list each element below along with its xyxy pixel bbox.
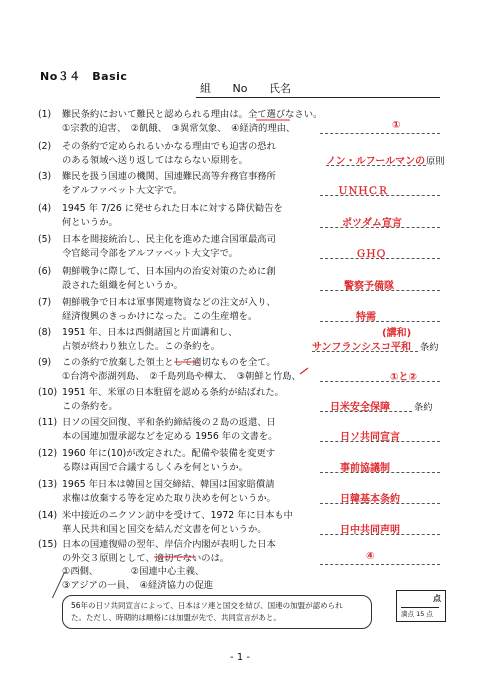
question-number: (13): [38, 479, 58, 490]
number-label: No: [232, 82, 248, 95]
question-line: その条約で定められるいかなる理由でも迫害の恐れ: [62, 141, 276, 152]
class-label: 組: [200, 82, 211, 95]
question-line: 朝鮮戦争に際して、日本国内の治安対策のために創: [62, 266, 276, 277]
question-line: 本の国連加盟承認などを定める 1956 年の文書を。: [62, 430, 278, 442]
handwritten-answer: ポツダム宣言: [342, 218, 402, 229]
question-number: (5): [38, 234, 52, 245]
handwritten-answer: 日中共同声明: [340, 525, 400, 536]
cross-mark: [300, 368, 308, 374]
question-line: 華人民共和国と国交を結んだ文書を何というか。: [62, 523, 267, 535]
question-number: (2): [38, 141, 52, 152]
handwritten-answer: 特需: [356, 312, 376, 323]
question-line: 1945 年 7/26 に発せられた日本に対する降伏勧告を: [62, 203, 283, 214]
question-number: (4): [38, 203, 52, 214]
question-number: (14): [38, 510, 58, 521]
question-number: (15): [38, 539, 58, 550]
question-line: をアルファベット大文字で。: [62, 184, 183, 196]
question-number: (11): [38, 417, 58, 428]
question-number: (10): [38, 387, 58, 398]
question-line: 1965 年日本は韓国と国交締結、韓国は国家賠償請: [62, 479, 275, 490]
handwritten-answer: ノン・ルフールマンの: [326, 156, 426, 167]
question-line: 経済復興のきっかけになった。この生産増を。: [62, 310, 258, 322]
question-line: 令官総司令部をアルファベット大文字で。: [62, 247, 238, 259]
handwritten-answer: ①と②: [390, 372, 417, 383]
answer-suffix: 原則: [426, 156, 445, 167]
question-line: この条約を。: [62, 400, 118, 412]
question-line: 難民を扱う国連の機関、国連難民高等弁務官事務所: [62, 171, 276, 182]
question-number: (1): [38, 109, 52, 120]
question-line: 占領が終わり独立した。この条約を。: [62, 340, 221, 352]
page-number: - 1 -: [230, 652, 250, 663]
question-number: (7): [38, 297, 52, 308]
question-line: 1951 年、日本は西側諸国と片面講和し、: [62, 327, 238, 338]
handwritten-answer: ①: [392, 120, 401, 131]
full-score: 満点 15 点: [401, 607, 439, 618]
note-line: 56年の日ソ共同宣言によって、日本はソ連と国交を結び、国連の加盟が認められ: [71, 601, 343, 610]
answer-suffix: 条約: [420, 342, 439, 353]
worksheet-code: No３４ Basic: [40, 70, 128, 83]
handwritten-answer: 事前協議制: [340, 463, 390, 474]
handwritten-answer: 日韓基本条約: [340, 494, 400, 505]
question-number: (9): [38, 357, 52, 368]
question-line: 何というか。: [62, 216, 118, 228]
score-box: [396, 590, 446, 622]
question-line: る際は両国で合議するしくみを何というか。: [62, 461, 248, 473]
question-line: の外交３原則として、適切でないのは。: [62, 552, 230, 564]
question-line: 1951 年、米軍の日本駐留を認める条約が結ばれた。: [62, 387, 284, 398]
question-line: 朝鮮戦争で日本は軍事関連物資などの注文が入り、: [62, 297, 276, 308]
question-line: この条約で放棄した領土として適切なものを全て。: [62, 357, 276, 368]
question-line: 米中接近のニクソン訪中を受けて、1972 年に日本も中: [62, 510, 293, 521]
handwritten-answer: 日米安全保障: [330, 402, 390, 413]
question-line: 1960 年に(10)が改定された。配備や装備を変更す: [62, 448, 276, 459]
question-line: 難民条約において難民と認められる理由は。全て選びなさい。: [62, 109, 323, 120]
handwritten-answer: ④: [366, 551, 375, 562]
question-line: ①台湾や澎湖列島、 ②千島列島や樺太、 ③朝鮮と竹島、: [62, 370, 301, 382]
question-line: ③アジアの一員、 ④経済協力の促進: [62, 579, 214, 591]
question-line: 求権は放棄する等を定めた取り決めを何というか。: [62, 492, 276, 504]
note-line: た。ただし、時期的は順格には加盟が先で、共同宣言があと。: [71, 613, 281, 622]
handwritten-answer-alt: (講和): [382, 328, 412, 339]
name-label: 氏名: [268, 82, 291, 95]
question-line: ①西側、 ②国連中心主義、: [62, 566, 205, 577]
handwritten-answer: 警察予備隊: [344, 281, 394, 292]
question-line: 日本の国連復帰の翌年、岸信介内閣が表明した日本: [62, 539, 276, 550]
question-line: 日本を間接統治し、民主化を進めた連合国軍最高司: [62, 234, 276, 245]
question-line: のある領域へ送り返してはならない原則を。: [62, 154, 248, 166]
handwritten-answer: サンフランシスコ平和: [312, 342, 411, 353]
handwritten-answer: ＧＨＱ: [356, 249, 386, 260]
score-unit: 点: [433, 594, 441, 603]
question-number: (6): [38, 266, 52, 277]
question-line: ①宗教的迫害、 ②飢餓、 ③異常気象、 ④経済的理由、: [62, 122, 296, 134]
question-line: 設された組織を何というか。: [62, 279, 183, 291]
question-number: (8): [38, 327, 52, 338]
note-box: [62, 595, 372, 629]
question-number: (12): [38, 448, 58, 459]
handwritten-answer: 日ソ共同宣言: [340, 432, 400, 443]
question-number: (3): [38, 171, 52, 182]
answer-suffix: 条約: [414, 402, 433, 413]
handwritten-answer: ＵＮＨＣＲ: [338, 186, 388, 197]
question-line: 日ソの国交回復、平和条約締結後の２島の返還、日: [62, 417, 276, 428]
